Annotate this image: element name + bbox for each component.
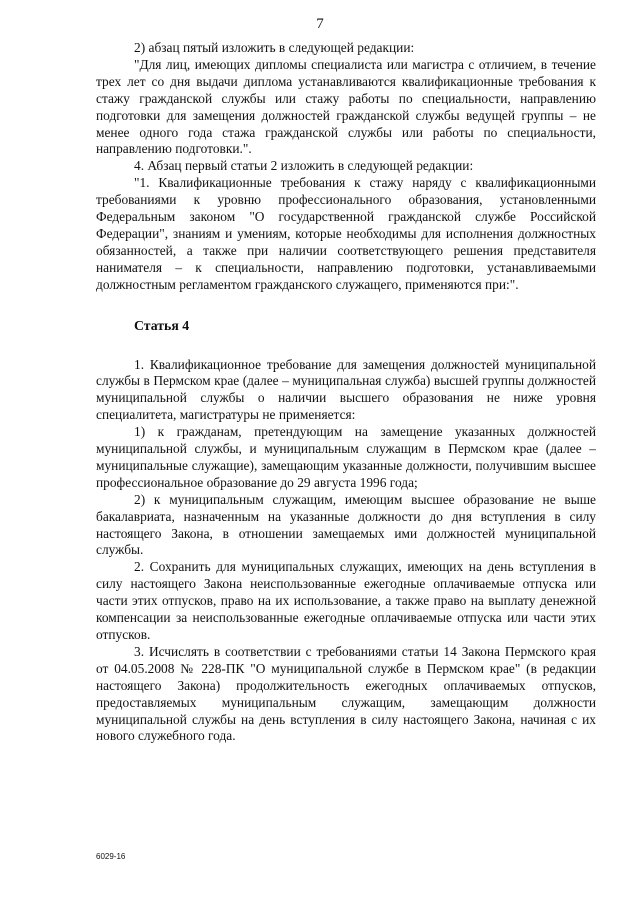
page-number: 7 [316,16,324,32]
paragraph: 2. Сохранить для муниципальных служащих, имеющих на день вступления в силу настоящего Закона неиспользованные ежегодные оплачиваемые отпуска или части этих отпусков, право на их использование, а также право на выплату денежной компенсации за неиспользованные ежегодные оплачиваемые отпуска или части этих отпусков. [96,559,596,642]
document-body [96,40,596,745]
paragraph: "Для лиц, имеющих дипломы специалиста или магистра с отличием, в течение трех лет со дня выдачи диплома устанавливаются квалификационные требования к стажу гражданской службы или стажу работы по специальности, направлению подготовки для замещения должностей гражданской службы ведущей группы – не менее одного года стажа гражданской службы или работы по специальности, направлению подготовки.". [96,56,596,157]
paragraph: 2) абзац пятый изложить в следующей редакции: [134,40,415,55]
paragraph: "1. Квалификационные требования к стажу наряду с квалификационными требованиями к уровню профессионального образования, установленными Федеральным законом "О государственной гражданской службе Российской Федерации", знаниям и умениям, которые необходимы для исполнения должностных обязанностей, а также при наличии соответствующего решения представителя нанимателя – к специальности, направлению подготовки, устанавливаемыми должностным регламентом гражданского служащего, применяются при:". [96,175,596,292]
paragraph: 1. Квалификационное требование для замещения должностей муниципальной службы в Пермском крае (далее – муниципальная служба) высшей группы должностей муниципальной службы о наличии высшего образования не ниже уровня специалитета, магистратуры не применяется: [96,356,596,423]
paragraph: 3. Исчислять в соответствии с требованиями статьи 14 Закона Пермского края от 04.05.2008 № 228-ПК "О муниципальной службе в Пермском крае" (в редакции настоящего Закона) продолжительность ежегодных оплачиваемых отпусков, предоставляемых муниципальным служащим, замещающим должности муниципальной службы на день вступления в силу настоящего Закона, начиная с их нового служебного года. [96,643,596,744]
paragraph: 4. Абзац первый статьи 2 изложить в следующей редакции: [134,158,474,174]
paragraph: 2) к муниципальным служащим, имеющим высшее образование не выше бакалавриата, назначенным на указанные должности до дня вступления в силу настоящего Закона, в отношении замещаемых ими должностей муниципальной службы. [96,491,596,558]
document-code: 6029-16 [96,852,126,861]
article-heading: Статья 4 [134,317,190,333]
paragraph: 1) к гражданам, претендующим на замещение указанных должностей муниципальной службы, и муниципальным служащим в Пермском крае (далее – муниципальные служащие), замещающим указанные должности, получившим высшее профессиональное образование до 29 августа 1996 года; [96,424,596,490]
